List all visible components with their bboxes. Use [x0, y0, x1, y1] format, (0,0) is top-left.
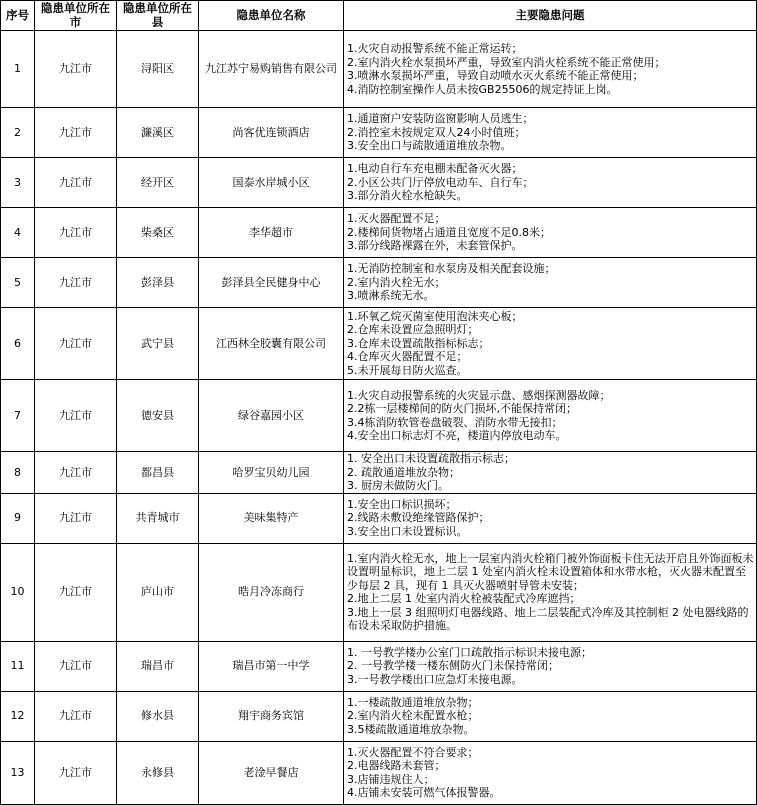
- row-unit-name: 老淦早餐店: [199, 741, 344, 804]
- row-issues: [344, 308, 757, 380]
- issue-line: 2.地上二层 1 处室内消火栓被装配式冷库遮挡；: [347, 592, 581, 605]
- table-row: [1, 452, 757, 494]
- issue-line: 2.仓库未设置应急照明灯；: [347, 323, 479, 337]
- table-row: [1, 258, 757, 308]
- row-county: 共青城市: [117, 493, 199, 543]
- row-county: 都昌县: [117, 452, 199, 494]
- table-row: [1, 380, 757, 452]
- table-row: [1, 691, 757, 741]
- table-body: [1, 31, 757, 805]
- issue-line: 2.2栋一层楼梯间的防火门损坏,不能保持常闭；: [347, 402, 577, 415]
- row-unit-name: 尚客优连锁酒店: [199, 108, 344, 158]
- issue-line: 3.地上一层 3 组照明灯电器线路、地上二层装配式冷库及其控制柜 2 处电器线路的布设未采取防护措施。: [347, 605, 749, 632]
- issue-line: 3.部分线路裸露在外，未套管保护。: [347, 239, 523, 253]
- row-number: 12: [1, 691, 35, 741]
- row-number: 6: [1, 308, 35, 380]
- row-issues: [344, 258, 757, 308]
- row-issues: [344, 493, 757, 543]
- issue-line: 1.环氧乙烷灭菌室使用泡沫夹心板；: [347, 309, 523, 323]
- issue-line: 5.未开展每日防火巡查。: [347, 363, 468, 377]
- issue-line: 3.安全出口与疏散通道堆放杂物。: [347, 139, 512, 153]
- table-row: [1, 543, 757, 641]
- row-city: 九江市: [35, 641, 117, 691]
- header-county: 隐患单位所在县: [117, 1, 199, 31]
- row-unit-name: 哈罗宝贝幼儿园: [199, 452, 344, 494]
- row-unit-name: 绿谷嘉园小区: [199, 380, 344, 452]
- row-unit-name: 瑞昌市第一中学: [199, 641, 344, 691]
- row-unit-name: 李华超市: [199, 208, 344, 258]
- issue-line: 3.一号教学楼出口应急灯未接电源。: [347, 672, 523, 686]
- table-row: [1, 108, 757, 158]
- row-unit-name: 翔宇商务宾馆: [199, 691, 344, 741]
- row-issues: [344, 380, 757, 452]
- row-number: 8: [1, 452, 35, 494]
- issue-line: 1.灭火器配置不符合要求；: [347, 745, 479, 759]
- row-number: 11: [1, 641, 35, 691]
- row-city: 九江市: [35, 158, 117, 208]
- issue-line: 2.线路未敷设绝缘管路保护；: [347, 511, 490, 525]
- issue-line: 4.消防控制室操作人员未按GB25506的规定持证上岗。: [347, 82, 618, 96]
- row-number: 4: [1, 208, 35, 258]
- header-city: 隐患单位所在市: [35, 1, 117, 31]
- row-unit-name: 晧月冷冻商行: [199, 543, 344, 641]
- issue-line: 4.安全出口标志灯不亮，楼道内停放电动车。: [347, 429, 567, 442]
- row-issues: [344, 108, 757, 158]
- row-county: 德安县: [117, 380, 199, 452]
- issue-line: 1.安全出口标识损坏；: [347, 497, 457, 511]
- row-city: 九江市: [35, 258, 117, 308]
- table-row: [1, 31, 757, 108]
- row-number: 9: [1, 493, 35, 543]
- issue-line: 1. 一号教学楼办公室门口疏散指示标识未接电源；: [347, 645, 592, 659]
- issue-line: 2.楼梯间货物堵占通道且宽度不足0.8米；: [347, 225, 551, 239]
- row-county: 庐山市: [117, 543, 199, 641]
- table-row: [1, 208, 757, 258]
- row-city: 九江市: [35, 31, 117, 108]
- row-city: 九江市: [35, 208, 117, 258]
- issue-line: 3. 厨房未做防火门。: [347, 479, 449, 492]
- row-unit-name: 国泰水岸城小区: [199, 158, 344, 208]
- row-county: 濂溪区: [117, 108, 199, 158]
- issue-line: 1.电动自行车充电棚未配备灭火器；: [347, 162, 523, 176]
- row-county: 柴桑区: [117, 208, 199, 258]
- row-city: 九江市: [35, 108, 117, 158]
- issue-line: 1.火灾自动报警系统不能正常运转；: [347, 42, 523, 55]
- row-city: 九江市: [35, 691, 117, 741]
- row-unit-name: 江西林全胶囊有限公司: [199, 308, 344, 380]
- issue-line: 1.灭火器配置不足；: [347, 212, 446, 226]
- row-city: 九江市: [35, 308, 117, 380]
- row-county: 经开区: [117, 158, 199, 208]
- issue-line: 2. 疏散通道堆放杂物；: [347, 465, 460, 479]
- row-number: 10: [1, 543, 35, 641]
- row-issues: [344, 452, 757, 494]
- issue-line: 4.仓库灭火器配置不足；: [347, 350, 468, 364]
- issue-line: 3.部分消火栓水枪缺失。: [347, 189, 468, 203]
- row-county: 浔阳区: [117, 31, 199, 108]
- row-unit-name: 彭泽县全民健身中心: [199, 258, 344, 308]
- row-county: 修水县: [117, 691, 199, 741]
- issue-line: 3.喷淋系统无水。: [347, 289, 435, 303]
- issue-line: 1.一楼疏散通道堆放杂物；: [347, 695, 479, 709]
- row-county: 瑞昌市: [117, 641, 199, 691]
- issue-line: 2.小区公共门厅停放电动车、自行车；: [347, 175, 534, 189]
- row-issues: [344, 641, 757, 691]
- row-city: 九江市: [35, 543, 117, 641]
- table-row: [1, 641, 757, 691]
- row-issues: [344, 158, 757, 208]
- row-issues: [344, 543, 757, 641]
- issue-line: 2. 一号教学楼一楼东侧防火门未保持常闭；: [347, 659, 559, 673]
- row-city: 九江市: [35, 493, 117, 543]
- row-county: 彭泽县: [117, 258, 199, 308]
- issue-line: 3.仓库未设置疏散指标标志；: [347, 336, 490, 350]
- table-row: [1, 308, 757, 380]
- issue-line: 1. 安全出口未设置疏散指示标志；: [347, 452, 515, 465]
- row-city: 九江市: [35, 380, 117, 452]
- row-number: 7: [1, 380, 35, 452]
- table-row: [1, 158, 757, 208]
- issue-line: 4.店铺未安装可燃气体报警器。: [347, 786, 501, 799]
- table-row: [1, 741, 757, 804]
- row-number: 1: [1, 31, 35, 108]
- row-county: 武宁县: [117, 308, 199, 380]
- row-city: 九江市: [35, 741, 117, 804]
- issue-line: 1.通道窗户安装防盗窗影响人员逃生；: [347, 112, 534, 126]
- issue-line: 2.室内消火栓无水；: [347, 275, 446, 289]
- row-issues: [344, 741, 757, 804]
- issue-line: 3.安全出口未设置标识。: [347, 524, 468, 538]
- issue-line: 3.4栋消防软管卷盘破裂、消防水带无接扣；: [347, 415, 563, 429]
- row-issues: [344, 691, 757, 741]
- table-row: [1, 493, 757, 543]
- row-city: 九江市: [35, 452, 117, 494]
- header-issues: 主要隐患问题: [344, 1, 757, 31]
- issue-line: 1.室内消火栓无水，地上一层室内消火栓箱门被外饰面板卡住无法开启且外饰面板未设置明显标识，地上二层 1 处室内消火栓未设置箱体和水带水枪，灭火器未配置至少每层 2 具，现有 1 具灭火器喷射导管未安装；: [347, 551, 754, 592]
- issue-line: 2.室内消火栓未配置水枪；: [347, 709, 479, 723]
- issue-line: 3.店铺违规住人；: [347, 772, 435, 786]
- header-row: [1, 1, 757, 31]
- row-number: 5: [1, 258, 35, 308]
- issue-line: 3.5楼疏散通道堆放杂物。: [347, 722, 475, 736]
- header-unit-name: 隐患单位名称: [199, 1, 344, 31]
- row-number: 13: [1, 741, 35, 804]
- row-number: 2: [1, 108, 35, 158]
- row-unit-name: 美味集特产: [199, 493, 344, 543]
- issue-line: 3.喷淋水泵损坏严重，导致自动喷水灭火系统不能正常使用；: [347, 69, 644, 82]
- issue-line: 1.火灾自动报警系统的火灾显示盘、感烟探测器故障；: [347, 388, 611, 402]
- issue-line: 2.室内消火栓水泵损坏严重，导致室内消火栓系统不能正常使用；: [347, 55, 666, 69]
- row-number: 3: [1, 158, 35, 208]
- header-no: 序号: [1, 1, 35, 31]
- row-county: 永修县: [117, 741, 199, 804]
- row-issues: [344, 31, 757, 108]
- row-unit-name: 九江苏宁易购销售有限公司: [199, 31, 344, 108]
- issue-line: 1.无消防控制室和水泵房及相关配套设施；: [347, 262, 556, 276]
- row-issues: [344, 208, 757, 258]
- issue-line: 2.消控室未按规定双人24小时值班；: [347, 125, 526, 139]
- issue-line: 2.电器线路未套管；: [347, 759, 446, 772]
